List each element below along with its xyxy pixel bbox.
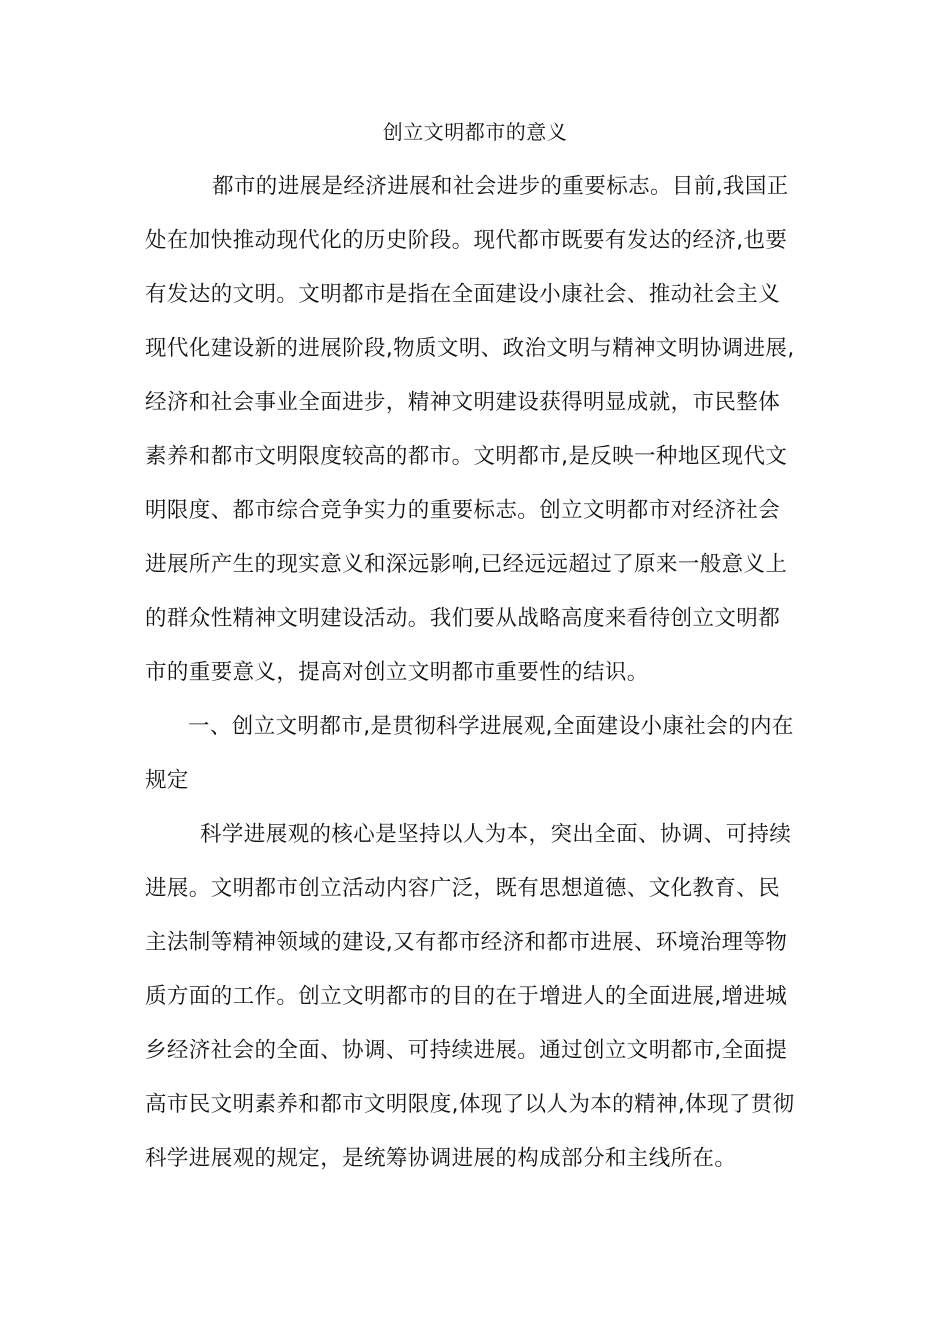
body-line: 的群众性精神文明建设活动。我们要从战略高度来看待创立文明都 xyxy=(145,606,781,631)
body-line: 现代化建设新的进展阶段,物质文明、政治文明与精神文明协调进展, xyxy=(145,336,795,361)
body-line: 处在加快推动现代化的历史阶段。现代都市既要有发达的经济,也要 xyxy=(145,228,788,253)
body-line: 市的重要意义，提高对创立文明都市重要性的结识。 xyxy=(145,660,649,685)
body-line: 经济和社会事业全面进步，精神文明建设获得明显成就，市民整体 xyxy=(145,390,781,415)
document-title: 创立文明都市的意义 xyxy=(382,120,568,144)
body-line: 质方面的工作。创立文明都市的目的在于增进人的全面进展,增进城 xyxy=(145,984,788,1009)
body-line: 科学进展观的核心是坚持以人为本，突出全面、协调、可持续 xyxy=(200,822,792,847)
section-heading-line: 一、创立文明都市,是贯彻科学进展观,全面建设小康社会的内在 xyxy=(188,714,794,739)
body-line: 明限度、都市综合竞争实力的重要标志。创立文明都市对经济社会 xyxy=(145,498,781,523)
body-line: 科学进展观的规定，是统筹协调进展的构成部分和主线所在。 xyxy=(145,1146,737,1171)
body-line: 乡经济社会的全面、协调、可持续进展。通过创立文明都市,全面提 xyxy=(145,1038,788,1063)
body-line: 素养和都市文明限度较高的都市。文明都市,是反映一种地区现代文 xyxy=(145,444,788,469)
section-heading-line: 规定 xyxy=(145,768,189,793)
body-line: 有发达的文明。文明都市是指在全面建设小康社会、推动社会主义 xyxy=(145,282,781,307)
body-line: 主法制等精神领域的建设,又有都市经济和都市进展、环境治理等物 xyxy=(145,930,788,955)
body-line: 高市民文明素养和都市文明限度,体现了以人为本的精神,体现了贯彻 xyxy=(145,1092,795,1117)
body-line: 进展。文明都市创立活动内容广泛，既有思想道德、文化教育、民 xyxy=(145,876,781,901)
body-line: 都市的进展是经济进展和社会进步的重要标志。目前,我国正 xyxy=(212,174,789,199)
body-line: 进展所产生的现实意义和深远影响,已经远远超过了原来一般意义上 xyxy=(145,552,788,577)
